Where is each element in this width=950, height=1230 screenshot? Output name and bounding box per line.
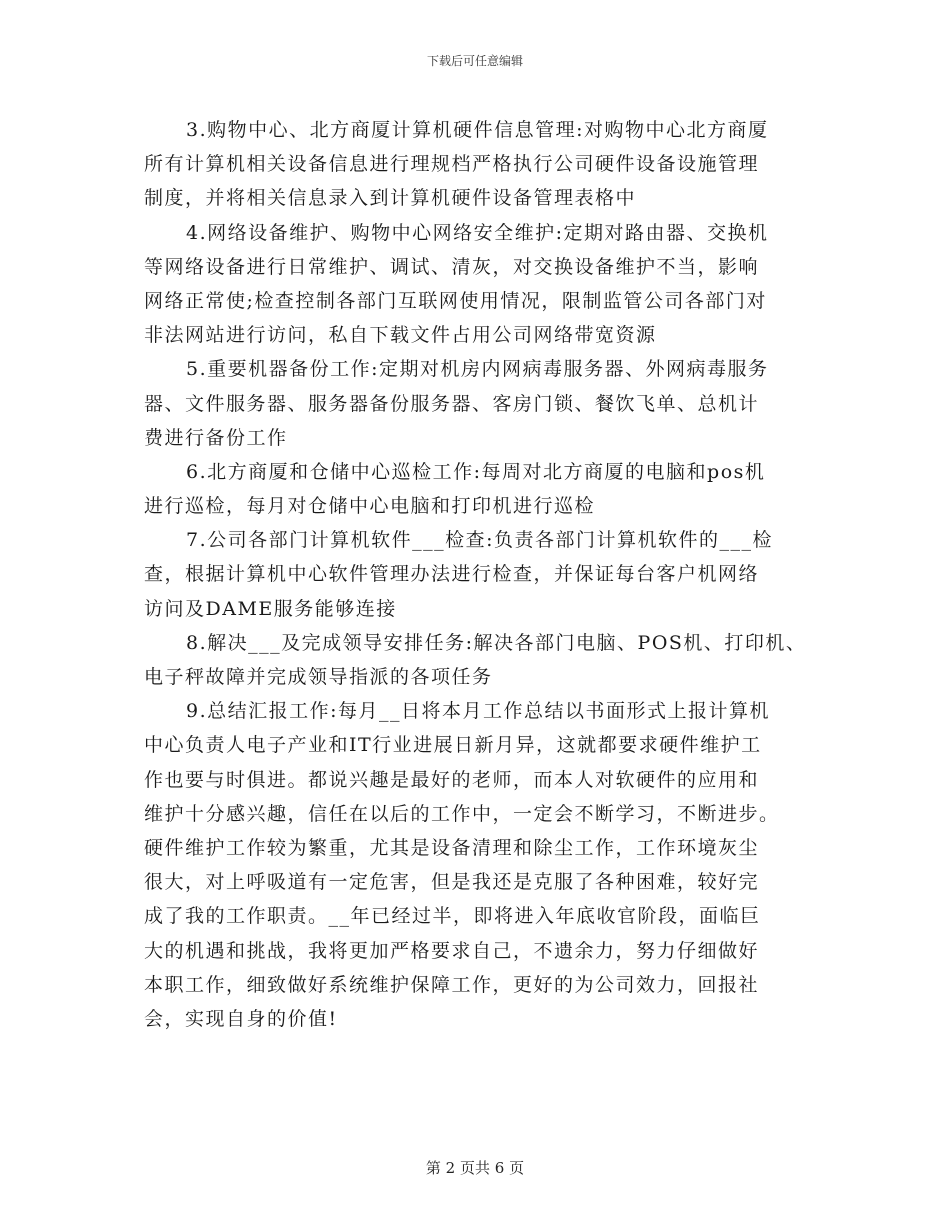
paragraph-line: 等网络设备进行日常维护、调试、清灰，对交换设备维护不当，影响	[144, 255, 760, 278]
paragraph-line: 访问及DAME服务能够连接	[144, 597, 397, 620]
paragraph-line: 很大，对上呼吸道有一定危害，但是我还是克服了各种困难，较好完	[144, 871, 760, 894]
paragraph-line: 网络正常使;检查控制各部门互联网使用情况，限制监管公司各部门对	[144, 289, 767, 312]
paragraph-line: 本职工作，细致做好系统维护保障工作，更好的为公司效力，回报社	[144, 973, 760, 996]
paragraph-line: 大的机遇和挑战，我将更加严格要求自己，不遗余力，努力仔细做好	[144, 939, 760, 962]
paragraph-line: 维护十分感兴趣，信任在以后的工作中，一定会不断学习，不断进步。	[144, 802, 780, 825]
paragraph-line: 中心负责人电子产业和IT行业进展日新月异，这就都要求硬件维护工	[144, 734, 762, 757]
paragraph-first-line: 5.重要机器备份工作:定期对机房内网病毒服务器、外网病毒服务	[186, 358, 769, 381]
paragraph-first-line: 4.网络设备维护、购物中心网络安全维护:定期对路由器、交换机	[186, 221, 769, 244]
paragraph-first-line: 6.北方商厦和仓储中心巡检工作:每周对北方商厦的电脑和pos机	[186, 460, 766, 483]
paragraph-first-line: 7.公司各部门计算机软件___检查:负责各部门计算机软件的___检	[186, 529, 774, 552]
paragraph-line: 器、文件服务器、服务器备份服务器、客房门锁、餐饮飞单、总机计	[144, 392, 760, 415]
paragraph-first-line: 3.购物中心、北方商厦计算机硬件信息管理:对购物中心北方商厦	[186, 119, 769, 141]
paragraph-first-line: 9.总结汇报工作:每月__日将本月工作总结以书面形式上报计算机	[186, 700, 771, 723]
paragraph-line: 电子秤故障并完成领导指派的各项任务	[144, 666, 493, 688]
document-body	[144, 113, 814, 1036]
paragraph-line: 查，根据计算机中心软件管理办法进行检查，并保证每台客户机网络	[144, 563, 760, 586]
paragraph-line: 制度，并将相关信息录入到计算机硬件设备管理表格中	[144, 187, 637, 210]
paragraph-line: 进行巡检，每月对仓储中心电脑和打印机进行巡检	[144, 495, 596, 518]
paragraph-line: 成了我的工作职责。__年已经过半，即将进入年底收官阶段，面临巨	[144, 905, 761, 928]
page-header: 下载后可任意编辑	[426, 54, 523, 68]
paragraph-line: 所有计算机相关设备信息进行理规档严格执行公司硬件设备设施管理	[144, 153, 760, 176]
paragraph-line: 硬件维护工作较为繁重，尤其是设备清理和除尘工作，工作环境灰尘	[144, 836, 760, 859]
paragraph-line: 作也要与时俱进。都说兴趣是最好的老师，而本人对软硬件的应用和	[144, 768, 760, 791]
paragraph-line: 费进行备份工作	[144, 426, 288, 449]
paragraph-line: 会，实现自身的价值!	[144, 1007, 338, 1030]
paragraph-first-line: 8.解决___及完成领导安排任务:解决各部门电脑、POS机、打印机、	[186, 631, 807, 654]
page-footer: 第 2 页共 6 页	[425, 1159, 525, 1177]
paragraph-line: 非法网站进行访问，私自下载文件占用公司网络带宽资源	[144, 324, 657, 347]
